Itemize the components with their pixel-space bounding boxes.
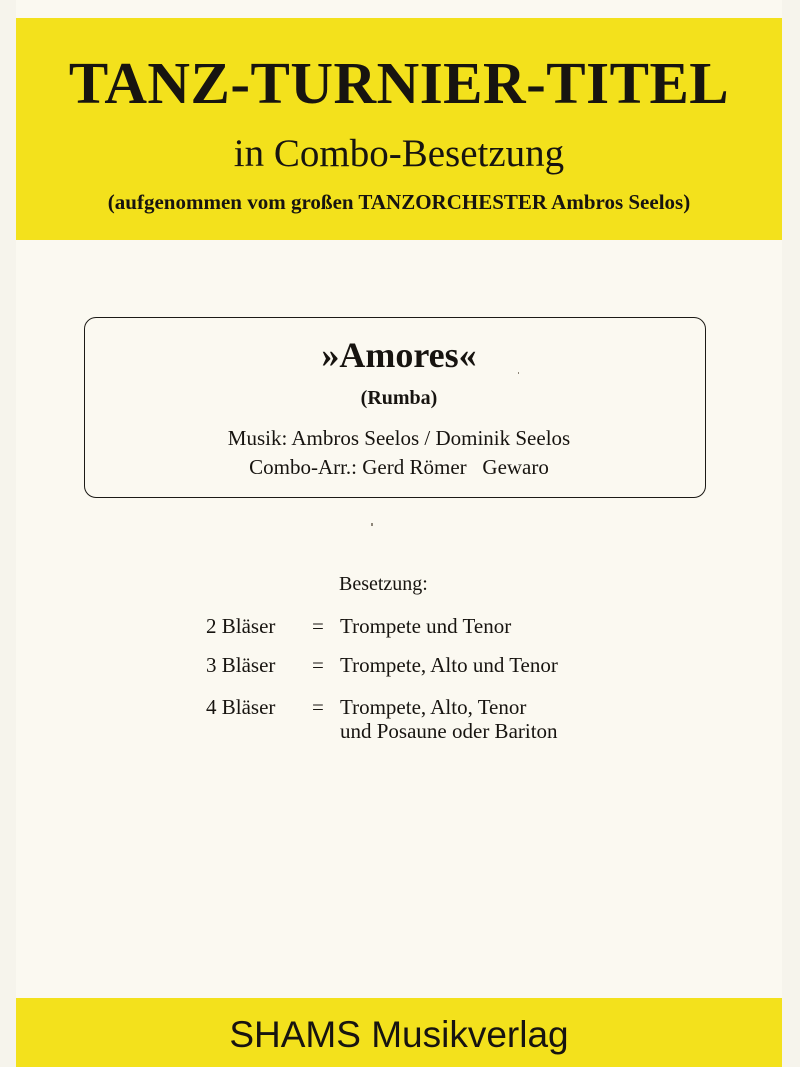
publisher-name: SHAMS Musikverlag [229, 1014, 569, 1055]
scoring-instruments-continued: und Posaune oder Bariton [340, 719, 558, 743]
scoring-equals: = [312, 653, 324, 677]
scoring-instruments: Trompete, Alto, Tenor [340, 695, 527, 719]
scoring-row [16, 695, 782, 755]
piece-title: »Amores« [321, 335, 477, 375]
scoring-count: 3 Bläser [206, 653, 276, 677]
music-credit: Musik: Ambros Seelos / Dominik Seelos [227, 426, 571, 450]
scoring-count: 4 Bläser [206, 695, 276, 719]
paper-speck [518, 372, 519, 374]
scoring-equals: = [312, 695, 324, 719]
scoring-count: 2 Bläser [206, 614, 276, 638]
series-title: TANZ-TURNIER-TITEL [68, 50, 730, 116]
score-cover-page [16, 0, 782, 1067]
scoring-instruments: Trompete, Alto und Tenor [340, 653, 558, 677]
dance-type: (Rumba) [360, 387, 438, 409]
scoring-instruments: Trompete und Tenor [340, 614, 512, 638]
series-subtitle: in Combo-Besetzung [233, 132, 565, 175]
arranger-credit: Combo-Arr.: Gerd Römer Gewaro [249, 455, 549, 479]
orchestra-credit-line: (aufgenommen vom großen TANZORCHESTER Ambros Seelos) [107, 190, 691, 214]
scoring-heading: Besetzung: [339, 573, 428, 595]
scoring-equals: = [312, 614, 324, 638]
paper-speck [371, 523, 373, 526]
